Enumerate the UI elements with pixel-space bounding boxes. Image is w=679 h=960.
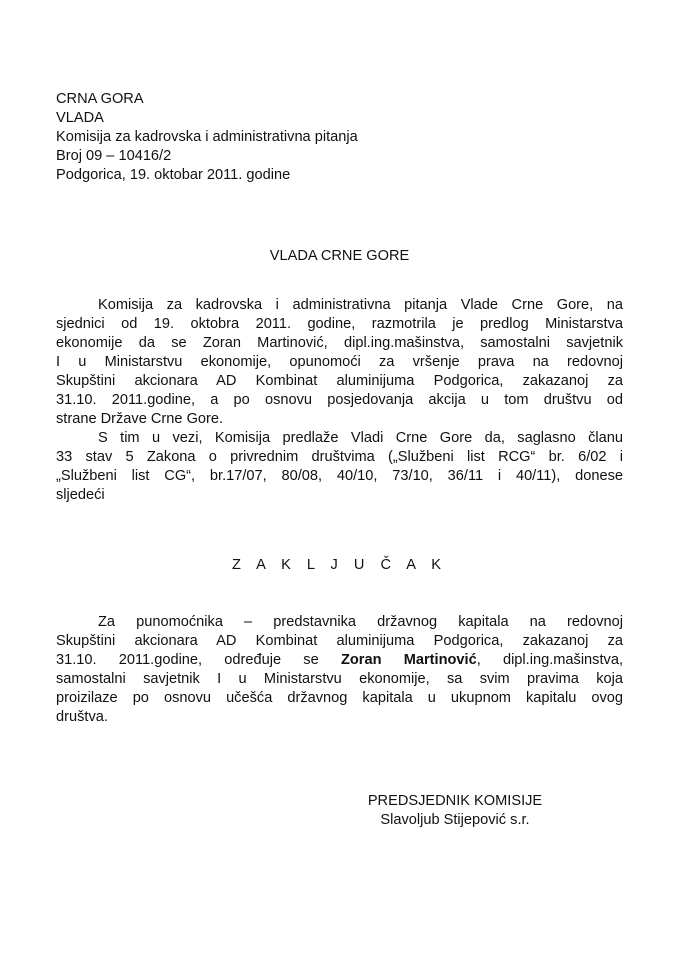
header-country: CRNA GORA	[56, 91, 144, 107]
conclusion-line3-post: , dipl.ing.mašinstva,	[476, 652, 623, 668]
conclusion-heading: Z A K L J U Č A K	[231, 557, 447, 573]
conclusion-line: samostalni savjetnik I u Ministarstvu ekonomije, sa svim pravima koja	[56, 671, 623, 687]
appointee-name: Zoran Martinović	[340, 652, 477, 668]
header-body: VLADA	[56, 110, 104, 126]
signature-role: PREDSJEDNIK KOMISIJE	[367, 793, 543, 809]
intro-line: S tim u vezi, Komisija predlaže Vladi Crne Gore da, saglasno članu	[98, 430, 623, 446]
intro-line: ekonomije da se Zoran Martinović, dipl.ing.mašinstva, samostalni savjetnik	[56, 335, 623, 351]
addressee-title: VLADA CRNE GORE	[269, 248, 410, 264]
document-header	[56, 90, 576, 185]
signature-name: Slavoljub Stijepović s.r.	[380, 812, 530, 828]
conclusion-line: društva.	[56, 709, 108, 725]
intro-line: sjednici od 19. oktobra 2011. godine, razmotrila je predlog Ministarstva	[56, 316, 623, 332]
intro-line: Komisija za kadrovska i administrativna pitanja Vlade Crne Gore, na	[98, 297, 623, 313]
intro-line: sljedeći	[56, 487, 105, 503]
conclusion-line: Skupštini akcionara AD Kombinat aluminijuma Podgorica, zakazanoj za	[56, 633, 623, 649]
conclusion-line: Za punomoćnika – predstavnika državnog kapitala na redovnoj	[98, 614, 623, 630]
intro-paragraph	[56, 296, 623, 505]
intro-line: strane Države Crne Gore.	[56, 411, 224, 427]
header-number: Broj 09 – 10416/2	[56, 148, 172, 164]
conclusion-line: proizilaze po osnovu učešća državnog kapitala u ukupnom kapitalu ovog	[56, 690, 623, 706]
conclusion-line-with-name	[56, 651, 623, 670]
intro-line: 31.10. 2011.godine, a po osnovu posjedovanja akcija u tom društvu od	[56, 392, 623, 408]
intro-line: „Službeni list CG“, br.17/07, 80/08, 40/10, 73/10, 36/11 i 40/11), donese	[56, 468, 623, 484]
header-commission: Komisija za kadrovska i administrativna pitanja	[56, 129, 358, 145]
header-place-date: Podgorica, 19. oktobar 2011. godine	[56, 167, 291, 183]
intro-line: I u Ministarstvu ekonomije, opunomoći za vršenje prava na redovnoj	[56, 354, 623, 370]
intro-line: Skupštini akcionara AD Kombinat aluminijuma Podgorica, zakazanoj za	[56, 373, 623, 389]
intro-line: 33 stav 5 Zakona o privrednim društvima („Službeni list RCG“ br. 6/02 i	[56, 449, 623, 465]
conclusion-line3-pre: 31.10. 2011.godine, određuje se	[56, 652, 319, 668]
conclusion-paragraph	[56, 613, 623, 727]
